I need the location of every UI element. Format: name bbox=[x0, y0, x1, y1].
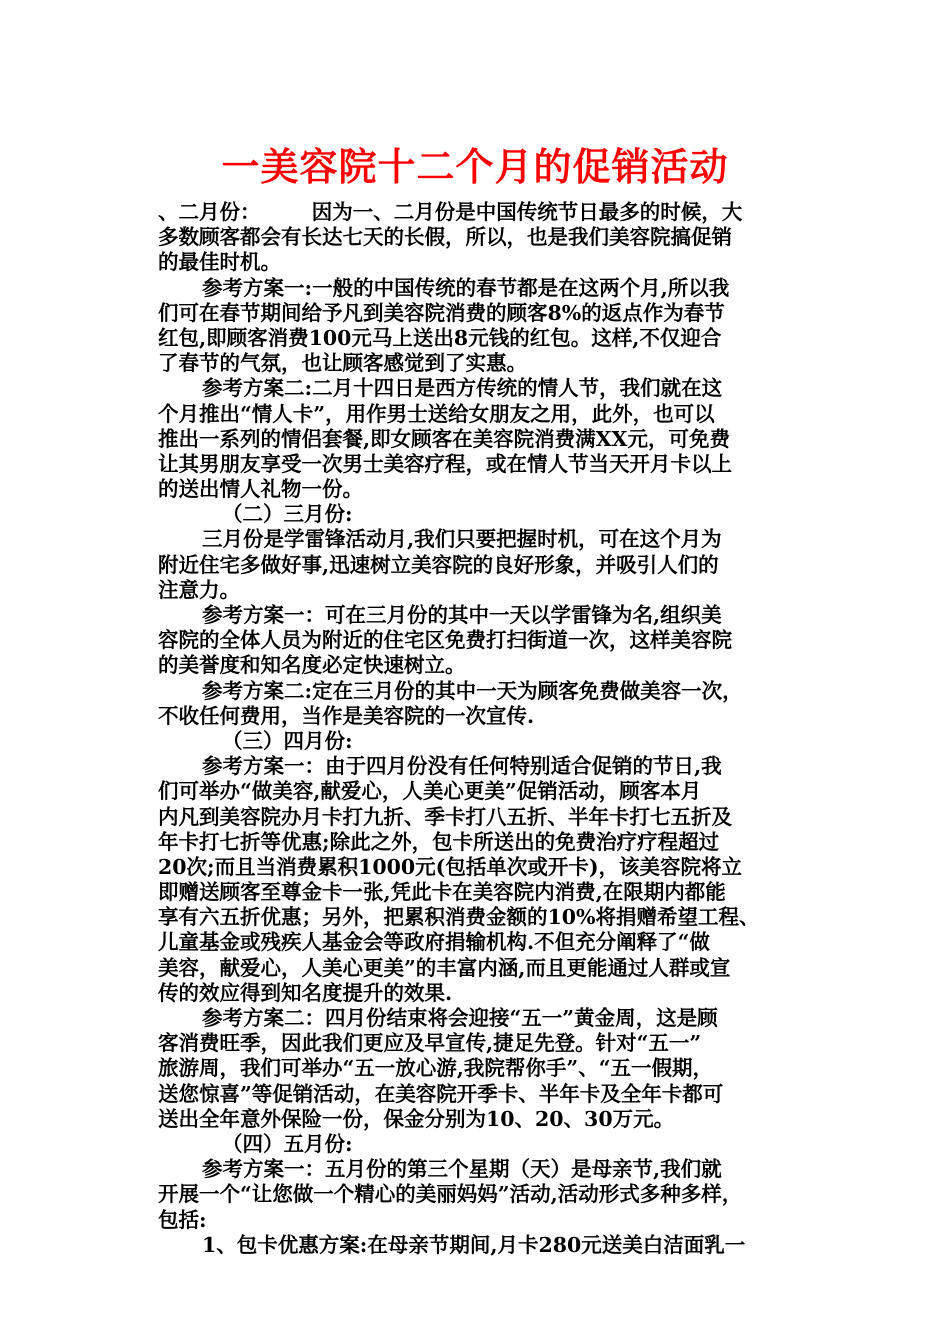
text-line: 享有六五折优惠；另外，把累积消费金额的10%将捐赠希望工程、 bbox=[158, 905, 760, 930]
text-line: 容院的全体人员为附近的住宅区免费打扫街道一次，这样美容院 bbox=[158, 628, 732, 653]
text-line: 参考方案一：可在三月份的其中一天以学雷锋为名,组织美 bbox=[202, 603, 722, 627]
text-line: 注意力。 bbox=[158, 577, 240, 602]
text-line: 1、包卡优惠方案:在母亲节期间,月卡280元送美白洁面乳一 bbox=[202, 1232, 746, 1257]
text-line: 参考方案一：五月份的第三个星期（天）是母亲节,我们就 bbox=[202, 1157, 722, 1182]
text-line: （三）四月份: bbox=[222, 728, 353, 753]
text-line: 了春节的气氛，也让顾客感觉到了实惠。 bbox=[158, 351, 527, 376]
text-line: 三月份是学雷锋活动月,我们只要把握时机，可在这个月为 bbox=[202, 527, 722, 552]
text-line: 内凡到美容院办月卡打九折、季卡打八五折、半年卡打七五折及 bbox=[158, 804, 732, 829]
text-line: 们可在春节期间给予凡到美容院消费的顾客8%的返点作为春节 bbox=[158, 300, 725, 325]
document-body bbox=[158, 200, 808, 1258]
text-line: 多数顾客都会有长达七天的长假，所以，也是我们美容院搞促销 bbox=[158, 225, 732, 250]
text-line: 个月推出“情人卡”，用作男士送给女朋友之用，此外，也可以 bbox=[158, 401, 715, 426]
text-line: 推出一系列的情侣套餐,即女顾客在美容院消费满XX元，可免费 bbox=[158, 426, 730, 451]
document-title: 一美容院十二个月的促销活动 bbox=[221, 144, 729, 189]
text-line: 美容，献爱心，人美心更美”的丰富内涵,而且更能通过人群或宣 bbox=[158, 955, 731, 980]
text-line: 送您惊喜”等促销活动，在美容院开季卡、半年卡及全年卡都可 bbox=[158, 1081, 724, 1106]
text-line: 参考方案一：由于四月份没有任何特别适合促销的节日,我 bbox=[202, 754, 722, 779]
text-line: 年卡打七折等优惠;除此之外，包卡所送出的免费治疗疗程超过 bbox=[158, 829, 720, 854]
text-line: 参考方案二：四月份结束将会迎接“五一”黄金周，这是顾 bbox=[202, 1006, 718, 1030]
text-line: 的送出情人礼物一份。 bbox=[158, 477, 363, 502]
text-line: 客消费旺季，因此我们更应及早宣传,捷足先登。针对“五一” bbox=[158, 1031, 702, 1056]
text-line: 包括: bbox=[158, 1207, 207, 1232]
text-line: 参考方案二:定在三月份的其中一天为顾客免费做美容一次， bbox=[202, 678, 743, 703]
text-line: 送出全年意外保险一份，保金分别为10、20、30万元。 bbox=[158, 1106, 675, 1131]
text-line: 儿童基金或残疾人基金会等政府捐输机构.不但充分阐释了“做 bbox=[158, 930, 710, 955]
text-line: （四）五月份: bbox=[222, 1131, 353, 1156]
text-line: 的最佳时机。 bbox=[158, 250, 281, 275]
text-line: 传的效应得到知名度提升的效果. bbox=[158, 980, 453, 1005]
text-line: 开展一个“让您做一个精心的美丽妈妈”活动,活动形式多种多样， bbox=[158, 1182, 743, 1207]
text-line: 不收任何费用，当作是美容院的一次宣传. bbox=[158, 703, 535, 728]
text-line: 让其男朋友享受一次男士美容疗程，或在情人节当天开月卡以上 bbox=[158, 451, 732, 476]
text-line: 们可举办“做美容,献爱心，人美心更美”促销活动，顾客本月 bbox=[158, 779, 702, 804]
text-line: 20次;而且当消费累积1000元(包括单次或开卡)，该美容院将立 bbox=[158, 854, 743, 879]
text-line: 参考方案二:二月十四日是西方传统的情人节，我们就在这 bbox=[202, 376, 723, 401]
text-line: 、二月份： 因为一、二月份是中国传统节日最多的时候，大 bbox=[158, 200, 743, 224]
text-line: 旅游周，我们可举办“五一放心游,我院帮你手”、“五一假期， bbox=[158, 1056, 714, 1081]
text-line: 即赠送顾客至尊金卡一张,凭此卡在美容院内消费,在限期内都能 bbox=[158, 880, 726, 905]
text-line: 参考方案一:一般的中国传统的春节都是在这两个月,所以我 bbox=[202, 275, 730, 300]
text-line: （二）三月份: bbox=[222, 502, 353, 527]
text-line: 附近住宅多做好事,迅速树立美容院的良好形象，并吸引人们的 bbox=[158, 552, 719, 577]
text-line: 红包,即顾客消费100元马上送出8元钱的红包。这样,不仅迎合 bbox=[158, 325, 722, 350]
text-line: 的美誉度和知名度必定快速树立。 bbox=[158, 653, 466, 678]
